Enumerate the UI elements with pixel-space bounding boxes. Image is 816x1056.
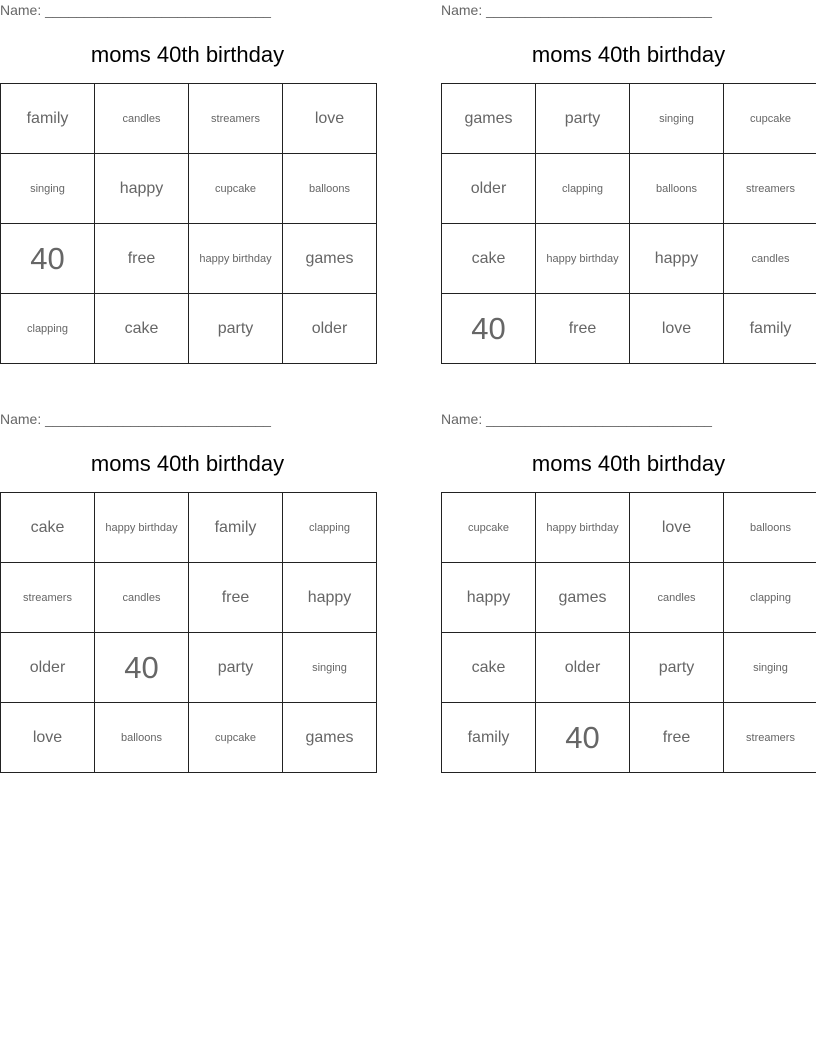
- grid-cell: clapping: [724, 563, 816, 633]
- grid-row: [1, 224, 377, 294]
- grid-row: [1, 294, 377, 364]
- grid-cell: cupcake: [724, 84, 816, 154]
- name-field: Name: _____________________________: [0, 2, 271, 18]
- grid-row: [442, 84, 816, 154]
- grid-cell: older: [442, 154, 536, 224]
- grid-row: [1, 703, 377, 773]
- grid-cell: happy birthday: [536, 493, 630, 563]
- grid-cell: games: [283, 224, 377, 294]
- grid-cell: 40: [1, 224, 95, 294]
- grid-cell: party: [630, 633, 724, 703]
- grid-cell: 40: [95, 633, 189, 703]
- grid-cell: singing: [724, 633, 816, 703]
- grid-row: [442, 633, 816, 703]
- grid-cell: games: [283, 703, 377, 773]
- name-field: Name: _____________________________: [0, 411, 271, 427]
- grid-cell: happy: [283, 563, 377, 633]
- grid-cell: older: [283, 294, 377, 364]
- grid-cell: free: [630, 703, 724, 773]
- grid-cell: free: [536, 294, 630, 364]
- grid-cell: happy birthday: [536, 224, 630, 294]
- grid-cell: happy: [630, 224, 724, 294]
- grid-cell: clapping: [536, 154, 630, 224]
- grid-cell: games: [536, 563, 630, 633]
- bingo-grid: [441, 83, 816, 364]
- grid-cell: cupcake: [189, 703, 283, 773]
- grid-cell: family: [1, 84, 95, 154]
- grid-cell: cupcake: [442, 493, 536, 563]
- grid-cell: love: [630, 294, 724, 364]
- grid-cell: candles: [724, 224, 816, 294]
- grid-cell: candles: [95, 84, 189, 154]
- grid-cell: balloons: [630, 154, 724, 224]
- grid-cell: love: [630, 493, 724, 563]
- grid-row: [1, 633, 377, 703]
- grid-cell: 40: [536, 703, 630, 773]
- grid-row: [1, 563, 377, 633]
- card-title: moms 40th birthday: [531, 42, 726, 67]
- grid-cell: older: [1, 633, 95, 703]
- grid-row: [442, 294, 816, 364]
- card-title: moms 40th birthday: [90, 42, 285, 67]
- grid-cell: family: [442, 703, 536, 773]
- grid-row: [442, 154, 816, 224]
- grid-cell: candles: [95, 563, 189, 633]
- bingo-grid: [0, 83, 377, 364]
- grid-row: [442, 493, 816, 563]
- grid-cell: love: [1, 703, 95, 773]
- grid-cell: streamers: [189, 84, 283, 154]
- grid-cell: streamers: [724, 154, 816, 224]
- grid-cell: happy birthday: [95, 493, 189, 563]
- grid-cell: balloons: [724, 493, 816, 563]
- name-field: Name: _____________________________: [441, 411, 712, 427]
- grid-cell: love: [283, 84, 377, 154]
- grid-row: [442, 563, 816, 633]
- grid-cell: candles: [630, 563, 724, 633]
- grid-cell: party: [189, 633, 283, 703]
- grid-cell: cake: [442, 224, 536, 294]
- grid-cell: party: [536, 84, 630, 154]
- grid-cell: singing: [630, 84, 724, 154]
- grid-cell: family: [724, 294, 816, 364]
- grid-cell: happy: [95, 154, 189, 224]
- grid-row: [442, 703, 816, 773]
- grid-cell: free: [95, 224, 189, 294]
- grid-cell: balloons: [95, 703, 189, 773]
- grid-cell: cupcake: [189, 154, 283, 224]
- grid-cell: balloons: [283, 154, 377, 224]
- bingo-grid: [441, 492, 816, 773]
- grid-cell: cake: [95, 294, 189, 364]
- grid-row: [1, 154, 377, 224]
- grid-cell: happy birthday: [189, 224, 283, 294]
- grid-cell: streamers: [1, 563, 95, 633]
- grid-cell: cake: [1, 493, 95, 563]
- grid-cell: cake: [442, 633, 536, 703]
- grid-cell: 40: [442, 294, 536, 364]
- grid-cell: free: [189, 563, 283, 633]
- grid-cell: singing: [1, 154, 95, 224]
- bingo-grid: [0, 492, 377, 773]
- grid-row: [1, 493, 377, 563]
- grid-cell: clapping: [283, 493, 377, 563]
- grid-cell: singing: [283, 633, 377, 703]
- grid-cell: family: [189, 493, 283, 563]
- card-title: moms 40th birthday: [531, 451, 726, 476]
- grid-cell: clapping: [1, 294, 95, 364]
- grid-cell: games: [442, 84, 536, 154]
- name-field: Name: _____________________________: [441, 2, 712, 18]
- grid-cell: party: [189, 294, 283, 364]
- card-title: moms 40th birthday: [90, 451, 285, 476]
- grid-cell: happy: [442, 563, 536, 633]
- grid-row: [442, 224, 816, 294]
- grid-cell: older: [536, 633, 630, 703]
- grid-cell: streamers: [724, 703, 816, 773]
- grid-row: [1, 84, 377, 154]
